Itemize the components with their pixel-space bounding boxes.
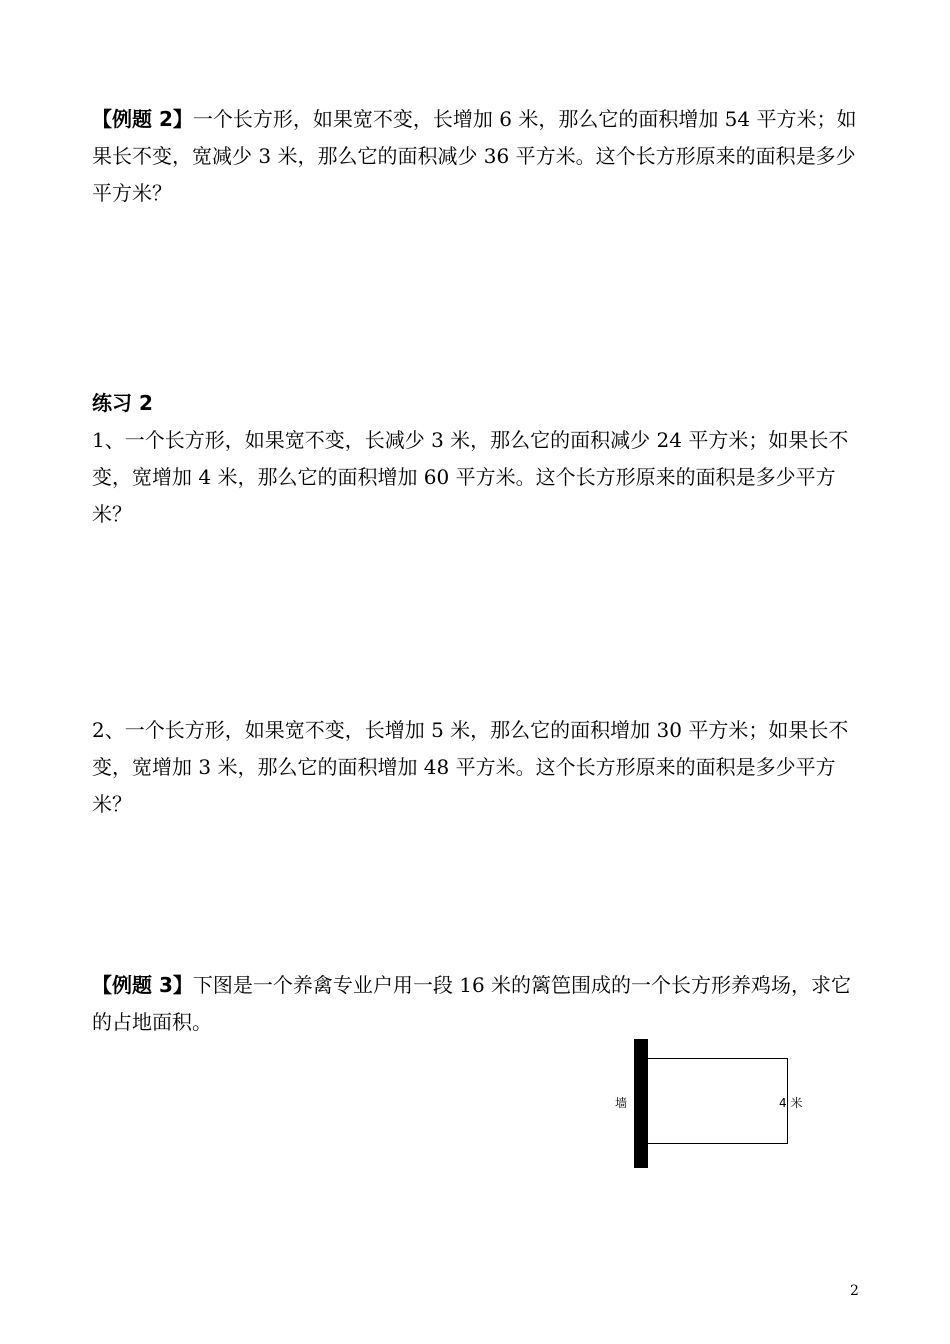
example-3-text: 下图是一个养禽专业户用一段 16 米的篱笆围成的一个长方形养鸡场，求它的占地面积。 xyxy=(92,973,852,1034)
example-2-paragraph xyxy=(92,101,867,212)
example-2 xyxy=(92,101,867,212)
practice-question-1: 1、一个长方形，如果宽不变，长减少 3 米，那么它的面积减少 24 平方米；如果长不变，宽增加 4 米，那么它的面积增加 60 平方米。这个长方形原来的面积是多少平方米？ xyxy=(92,428,849,526)
practice-2 xyxy=(92,385,867,533)
example-2-label: 【例题 2】 xyxy=(92,107,193,131)
example-3-paragraph xyxy=(92,967,867,1041)
example-2-text: 一个长方形，如果宽不变，长增加 6 米，那么它的面积增加 54 平方米；如果长不变，宽减少 3 米，那么它的面积减少 36 平方米。这个长方形原来的面积是多少平方米？ xyxy=(92,107,857,205)
practice-question-2-block xyxy=(92,712,867,823)
side-length-label: 4 米 xyxy=(779,1096,803,1110)
practice-2-title: 练习 2 xyxy=(92,391,153,415)
fence-rectangle xyxy=(648,1058,788,1144)
page-number: 2 xyxy=(850,1283,859,1299)
example-3 xyxy=(92,967,867,1041)
wall-label: 墙 xyxy=(615,1096,628,1110)
chicken-farm-figure xyxy=(612,1036,812,1171)
practice-question-2: 2、一个长方形，如果宽不变，长增加 5 米，那么它的面积增加 30 平方米；如果长不变，宽增加 3 米，那么它的面积增加 48 平方米。这个长方形原来的面积是多少平方米？ xyxy=(92,718,849,816)
example-3-label: 【例题 3】 xyxy=(92,973,193,997)
wall xyxy=(634,1039,648,1168)
